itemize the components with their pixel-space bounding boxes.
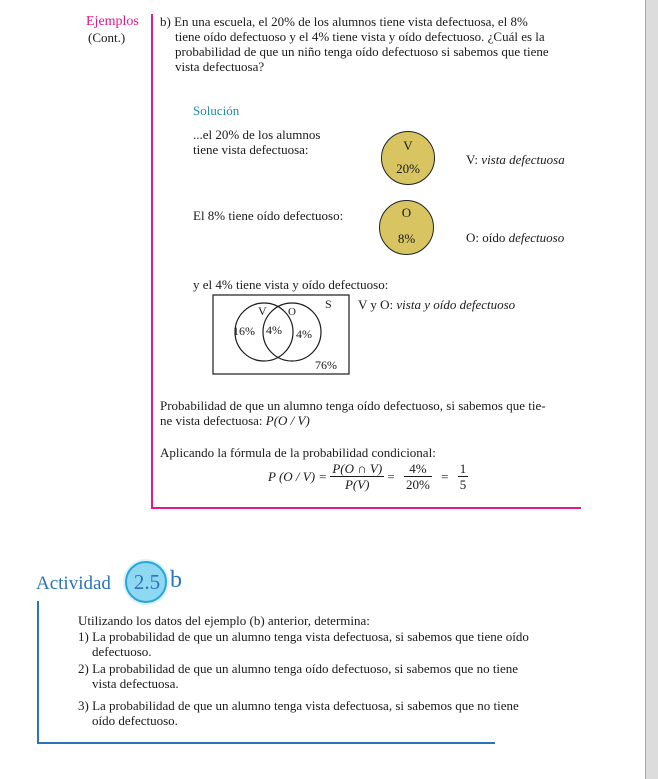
vo-description-text: vista y oído defectuoso xyxy=(396,297,516,312)
formula-equals-2: = xyxy=(387,469,395,484)
actividad-item-line: 3) La probabilidad de que un alumno tenga vista defectuosa, si sabemos que no tiene xyxy=(78,698,519,713)
ejemplo-left-rule xyxy=(151,14,153,509)
page-edge-strip xyxy=(645,0,658,779)
ejemplo-bottom-rule xyxy=(151,507,581,509)
actividad-intro: Utilizando los datos del ejemplo (b) anterior, determina: xyxy=(78,613,370,628)
actividad-bottom-rule xyxy=(37,742,495,744)
actividad-left-rule xyxy=(37,601,39,744)
venn-outside-value: 76% xyxy=(315,358,337,372)
step1-line: tiene vista defectuosa: xyxy=(193,142,309,157)
step1-text xyxy=(193,127,320,157)
actividad-item-line: 2) La probabilidad de que un alumno tenga oído defectuoso, si sabemos que no tiene xyxy=(78,661,519,676)
probability-statement xyxy=(160,398,592,428)
formula-numerator-3: 1 xyxy=(459,461,467,476)
actividad-number: 2.5 xyxy=(133,570,161,594)
circle-o-percent: 8% xyxy=(397,231,416,246)
formula-fraction-2 xyxy=(404,461,432,492)
circle-v-label: V xyxy=(403,138,413,153)
venn-diagram xyxy=(212,294,352,376)
formula-numerator-2: 4% xyxy=(404,461,432,477)
venn-v-only-value: 16% xyxy=(233,324,255,338)
actividad-item xyxy=(78,629,592,659)
problem-line: b) En una escuela, el 20% de los alumnos tiene vista defectuosa, el 8% xyxy=(160,14,528,29)
step1-line: ...el 20% de los alumnos xyxy=(193,127,321,142)
actividad-item xyxy=(78,661,592,691)
formula-equals-3: = xyxy=(441,469,449,484)
solucion-heading: Solución xyxy=(193,103,240,118)
actividad-item-line: oído defectuoso. xyxy=(92,713,178,728)
v-description-letter: V: xyxy=(466,152,479,167)
venn-label-v: V xyxy=(258,304,267,318)
venn-label-o: O xyxy=(288,306,296,318)
venn-label-s: S xyxy=(325,297,332,311)
formula-denominator-2: 20% xyxy=(406,477,430,492)
circle-o-label: O xyxy=(401,205,412,220)
probability-line xyxy=(160,413,592,428)
venn-intersection-value: 4% xyxy=(266,323,282,337)
ejemplos-label: Ejemplos xyxy=(86,14,139,29)
vo-description xyxy=(358,297,515,312)
probability-line-text: ne vista defectuosa: xyxy=(160,413,263,428)
conditional-probability-formula xyxy=(268,461,468,492)
circle-v-percent: 20% xyxy=(396,161,420,176)
vo-description-letter: V y O: xyxy=(358,297,394,312)
probability-expression: P(O / V) xyxy=(265,413,310,428)
o-description-letter: O: oído xyxy=(466,230,506,245)
page-edge-line xyxy=(645,0,646,779)
formula-intro: Aplicando la fórmula de la probabilidad condicional: xyxy=(160,445,436,460)
formula-fraction-1 xyxy=(330,461,384,492)
actividad-item xyxy=(78,698,592,728)
formula-lhs: P (O / V) = xyxy=(268,469,328,484)
formula-denominator-1: P(V) xyxy=(344,477,370,492)
ejemplos-cont-label: (Cont.) xyxy=(88,30,126,45)
formula-fraction-3 xyxy=(458,461,469,492)
problem-statement xyxy=(160,14,592,74)
formula-numerator-1: P(O ∩ V) xyxy=(332,461,383,476)
formula-denominator-3: 5 xyxy=(459,477,467,492)
probability-line: Probabilidad de que un alumno tenga oído defectuoso, si sabemos que tie- xyxy=(160,398,546,413)
v-description xyxy=(466,152,565,167)
o-description xyxy=(466,230,564,245)
actividad-item-line: vista defectuosa. xyxy=(92,676,179,691)
circle-v xyxy=(381,131,435,185)
v-description-text: vista defectuosa xyxy=(481,152,565,167)
problem-line: tiene oído defectuoso y el 4% tiene vista y oído defectuoso. ¿Cuál es la xyxy=(175,29,545,44)
actividad-item-line: 1) La probabilidad de que un alumno tenga vista defectuosa, si sabemos que tiene oído xyxy=(78,629,529,644)
step2-text: El 8% tiene oído defectuoso: xyxy=(193,208,344,223)
venn-o-only-value: 4% xyxy=(296,327,312,341)
o-description-text: defectuoso xyxy=(508,230,565,245)
actividad-item-line: defectuoso. xyxy=(92,644,152,659)
problem-line: vista defectuosa? xyxy=(175,59,265,74)
step3-text: y el 4% tiene vista y oído defectuoso: xyxy=(193,277,389,292)
circle-o xyxy=(379,200,434,255)
problem-line: probabilidad de que un niño tenga oído defectuoso si sabemos que tiene xyxy=(175,44,549,59)
actividad-label: Actividad xyxy=(36,573,111,594)
actividad-suffix: b xyxy=(170,567,182,593)
